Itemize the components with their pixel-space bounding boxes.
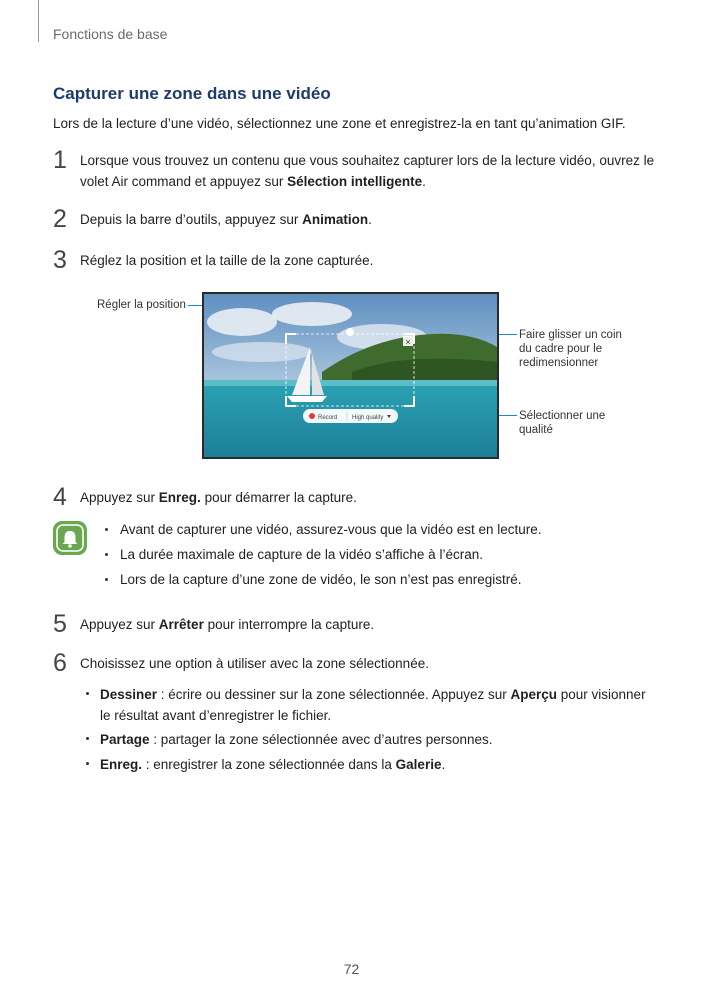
quality-label: High quality	[352, 415, 384, 421]
page-number: 72	[343, 961, 360, 977]
section-header: Fonctions de base	[53, 26, 168, 42]
callout-resize: Faire glisser un coin du cadre pour le redimensionner	[519, 329, 622, 369]
bullet-dot	[105, 528, 108, 531]
bullet-dot	[86, 692, 89, 695]
bullet-dot	[86, 762, 89, 765]
option-item: Dessiner : écrire ou dessiner sur la zone sélectionnée. Appuyez sur Aperçu pour visionner le résultat avant d’enregistrer le fichier.	[100, 687, 646, 723]
step-text: Choisissez une option à utiliser avec la zone sélectionnée.	[80, 656, 429, 671]
record-label: Record	[318, 415, 338, 421]
intro-paragraph: Lors de la lecture d’une vidéo, sélectionnez une zone et enregistrez-la en tant qu’animation GIF.	[53, 116, 626, 131]
bullet-dot	[105, 578, 108, 581]
bullet-dot	[105, 553, 108, 556]
step-text: Appuyez sur Enreg. pour démarrer la capture.	[80, 490, 357, 505]
tip-item: La durée maximale de capture de la vidéo s’affiche à l’écran.	[120, 547, 483, 562]
callout-quality: Sélectionner une qualité	[519, 410, 606, 436]
step-number: 2	[53, 205, 67, 233]
callout-position: Régler la position	[97, 299, 186, 311]
step-text: Appuyez sur Arrêter pour interrompre la capture.	[80, 617, 375, 632]
video-frame-image	[202, 292, 499, 459]
step-text: Réglez la position et la taille de la zone capturée.	[80, 253, 374, 268]
bullet-dot	[86, 737, 89, 740]
step-text: Depuis la barre d’outils, appuyez sur Animation.	[80, 212, 372, 227]
step-text: Lorsque vous trouvez un contenu que vous souhaitez capturer lors de la lecture vidéo, ouvrez le volet Air command et appuyez sur Sélection intelligente.	[80, 153, 655, 189]
header-rule	[38, 0, 39, 42]
step-number: 1	[53, 146, 67, 174]
option-item: Partage : partager la zone sélectionnée avec d’autres personnes.	[100, 732, 493, 747]
step-number: 6	[53, 649, 67, 677]
step-number: 5	[53, 610, 67, 638]
option-item: Enreg. : enregistrer la zone sélectionnée dans la Galerie.	[100, 757, 446, 772]
page-title: Capturer une zone dans une vidéo	[53, 84, 331, 103]
step-number: 3	[53, 246, 67, 274]
close-icon: ×	[405, 337, 411, 347]
tip-item: Avant de capturer une vidéo, assurez-vous que la vidéo est en lecture.	[120, 522, 542, 537]
video-screenshot	[202, 292, 499, 459]
tip-item: Lors de la capture d’une zone de vidéo, le son n’est pas enregistré.	[120, 572, 522, 587]
step-number: 4	[53, 483, 67, 511]
bell-icon	[53, 521, 87, 555]
